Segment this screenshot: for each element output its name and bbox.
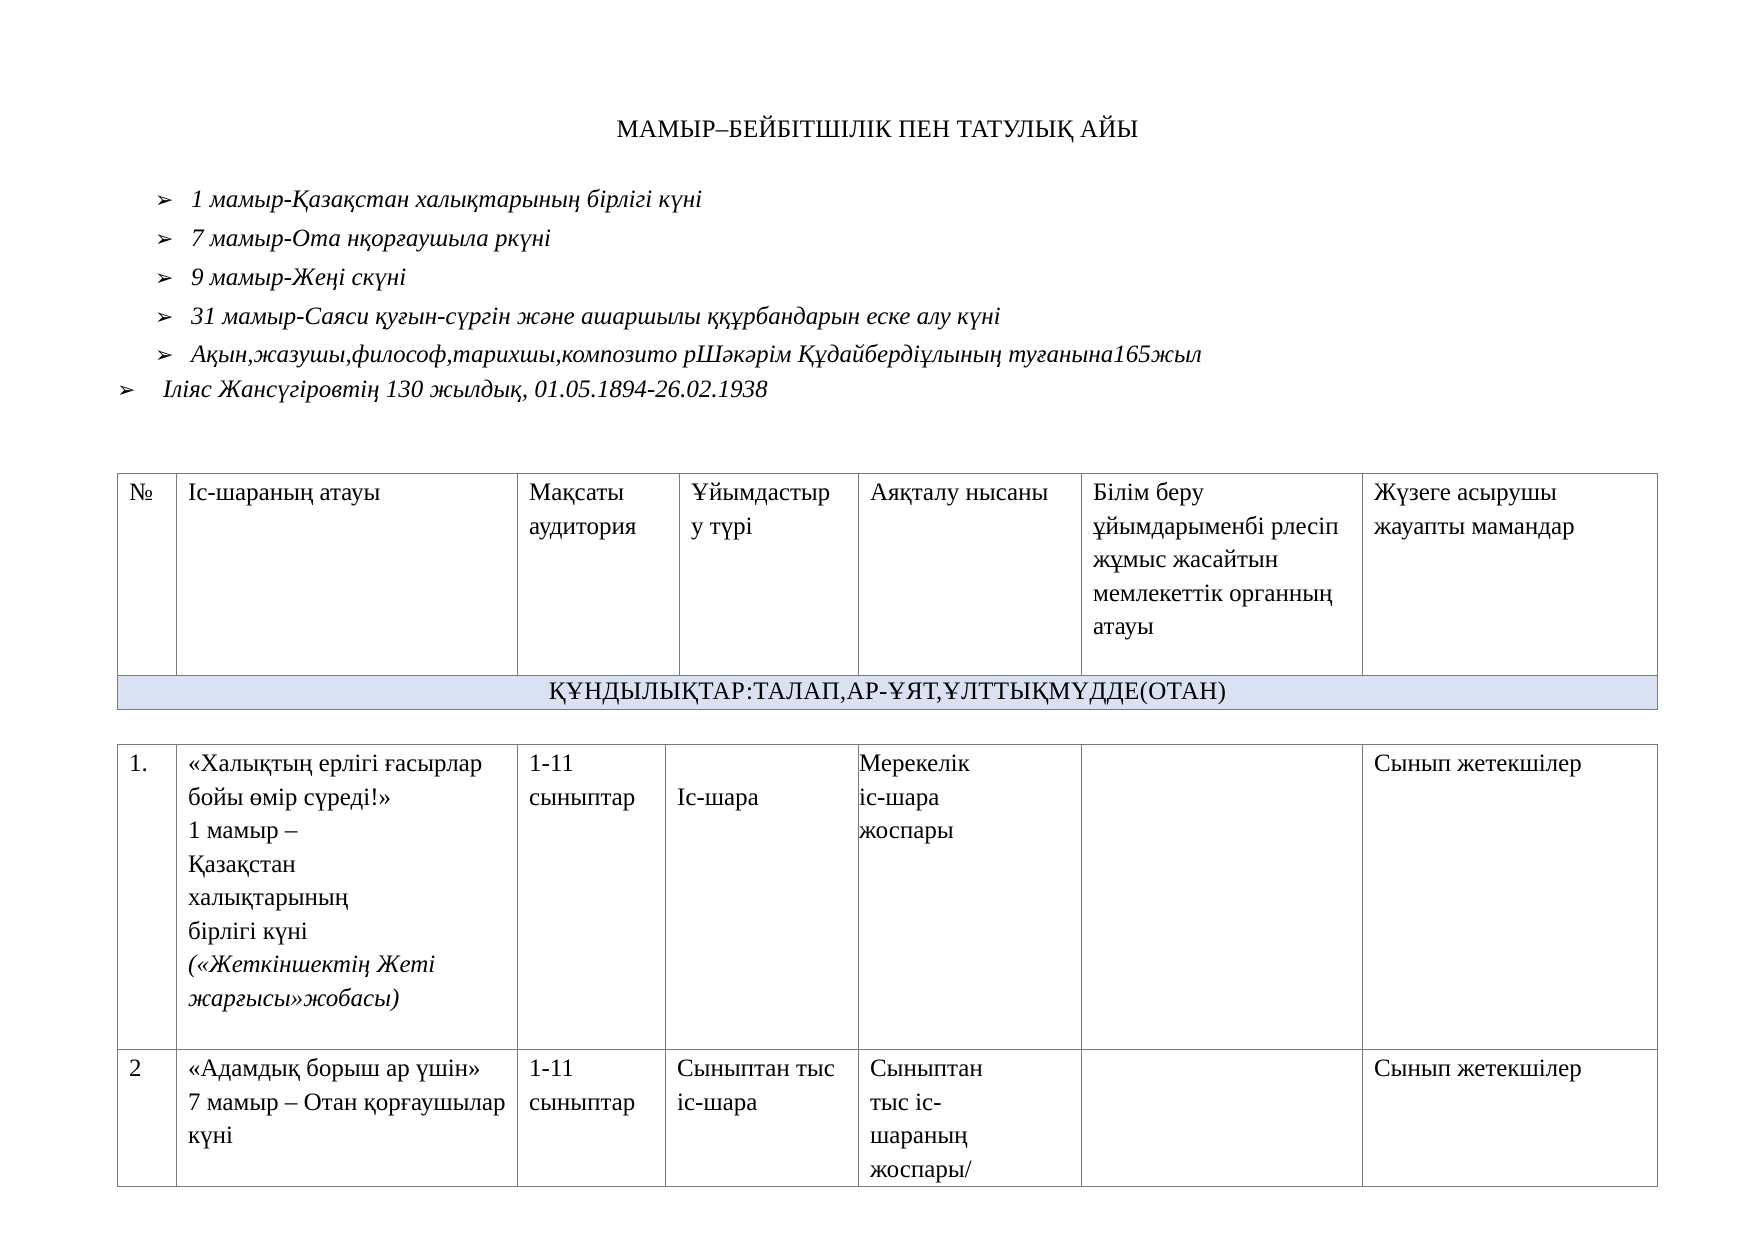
arrow-bullet-icon: ➢ [155, 226, 174, 251]
gov-body-cell [1082, 1050, 1363, 1187]
bullet-item: ➢ 31 мамыр-Саяси қуғын-сүргін және ашаршылы ққұрбандарын еске алу күні [155, 303, 1001, 330]
values-band-row [118, 676, 1658, 710]
header-completion: Аяқталу нысаны [859, 474, 1082, 676]
bullet-item: ➢ 7 мамыр-Ота нқорғаушыла ркүні [155, 225, 551, 252]
row-number: 1. [118, 745, 177, 1050]
responsible-cell: Сынып жетекшілер [1363, 1050, 1658, 1187]
bullet-item: ➢ Іліяс Жансүгіровтің 130 жылдық, 01.05.1894-26.02.1938 [117, 376, 768, 403]
gov-body-cell [1082, 745, 1363, 1050]
page-title: МАМЫР–БЕЙБІТШІЛІК ПЕН ТАТУЛЫҚ АЙЫ [616, 116, 1139, 143]
event-project-note: («Жеткіншектің Жеті жарғысы»жобасы) [188, 951, 436, 1012]
events-table [117, 744, 1658, 1187]
responsible-cell: Сынып жетекшілер [1363, 745, 1658, 1050]
header-responsible: Жүзеге асырушы жауапты мамандар [1363, 474, 1658, 676]
values-band: ҚҰНДЫЛЫҚТАР:ТАЛАП,АР-ҰЯТ,ҰЛТТЫҚМҮДДЕ(ОТАН) [118, 676, 1658, 710]
table-header-row [118, 474, 1658, 676]
header-audience: Мақсаты аудитория [518, 474, 680, 676]
arrow-bullet-icon: ➢ [155, 187, 174, 212]
event-name: «Халықтың ерлігі ғасырлар бойы өмір сүреді!» 1 мамыр – Қазақстан халықтарының бірлігі күні [188, 750, 483, 945]
bullet-item: ➢ 9 мамыр-Жеңі скүні [155, 264, 407, 291]
completion-cell: Мерекелік іс-шара жоспары [859, 745, 1082, 1050]
audience-cell: 1-11 сыныптар [518, 1050, 666, 1187]
arrow-bullet-icon: ➢ [155, 265, 174, 290]
row-number: 2 [118, 1050, 177, 1187]
arrow-bullet-icon: ➢ [155, 342, 174, 367]
header-gov-body: Білім беру ұйымдарыменбі рлесіп жұмыс жасайтын мемлекеттік органның атауы [1082, 474, 1363, 676]
table-row [118, 745, 1658, 1050]
completion-cell: Сыныптан тыс іс- шараның жоспары/ [859, 1050, 1082, 1187]
header-table [117, 473, 1658, 710]
arrow-bullet-icon: ➢ [155, 304, 174, 329]
form-cell: Сыныптан тыс іс-шара [666, 1050, 859, 1187]
event-name-cell [177, 745, 518, 1050]
table-row [118, 1050, 1658, 1187]
bullet-item: ➢ Ақын,жазушы,философ,тарихшы,композито рШәкәрім Құдайбердіұлының туғанына165жыл [155, 341, 1202, 368]
bullet-item: ➢ 1 мамыр-Қазақстан халықтарының бірлігі күні [155, 186, 703, 213]
audience-cell: 1-11 сыныптар [518, 745, 666, 1050]
header-event-name: Іс-шараның атауы [177, 474, 518, 676]
event-name: «Адамдық борыш ар үшін» 7 мамыр – Отан қорғаушылар күні [177, 1050, 518, 1187]
arrow-bullet-icon: ➢ [117, 377, 136, 402]
header-number: № [118, 474, 177, 676]
form-cell: Іс-шара [666, 745, 859, 1050]
header-form: Ұйымдастыр у түрі [680, 474, 859, 676]
